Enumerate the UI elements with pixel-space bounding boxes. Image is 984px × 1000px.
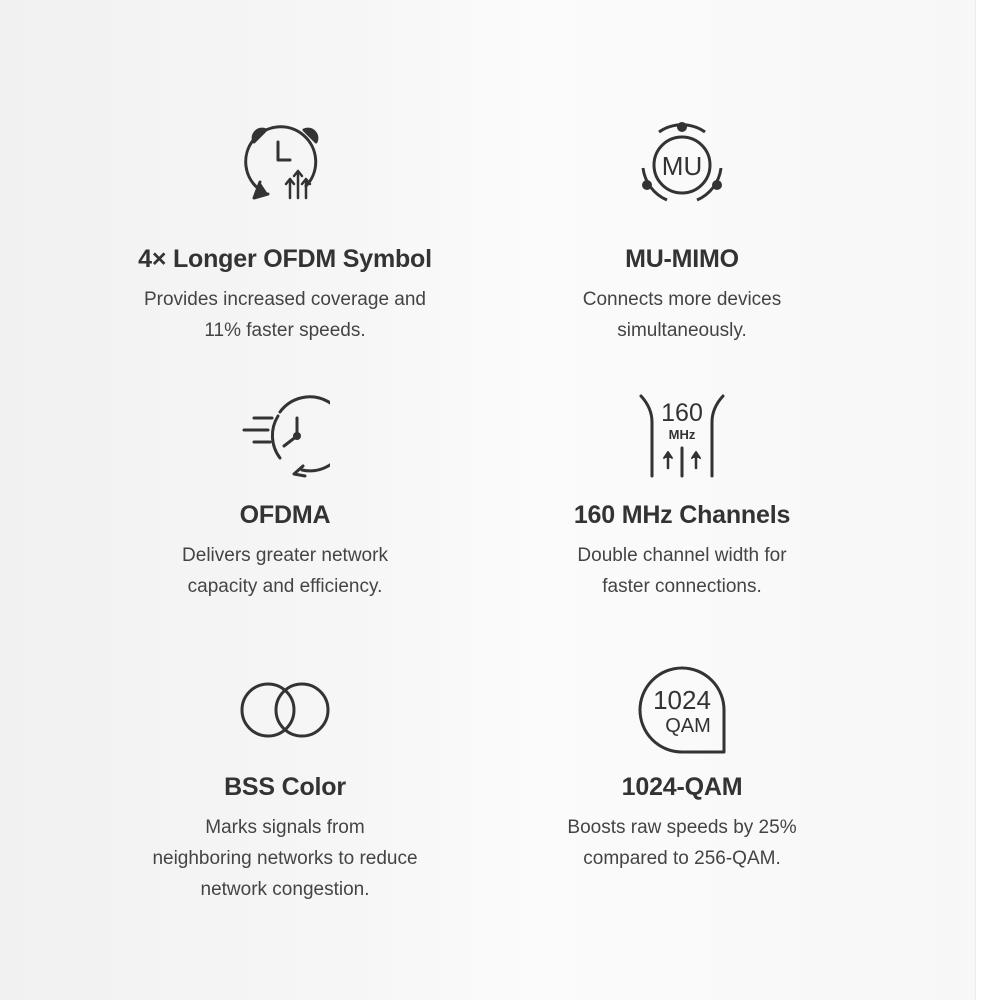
feature-description: Delivers greater network capacity and efficiency. [182, 545, 388, 597]
feature-title: 1024-QAM [621, 773, 743, 801]
mu-mimo-icon [637, 118, 727, 208]
feature-description: Provides increased coverage and 11% faster speeds. [143, 289, 426, 341]
feature-title: OFDMA [239, 501, 331, 529]
feature-mu-mimo [502, 118, 862, 346]
feature-bss-color [105, 664, 465, 905]
mu-icon-label: MU [661, 151, 703, 181]
feature-title: 160 MHz Channels [573, 501, 791, 529]
fast-clock-icon [240, 388, 330, 478]
qam-1024-icon [637, 664, 727, 754]
feature-160mhz [502, 388, 862, 602]
feature-description: Marks signals from neighboring networks to reduce network congestion. [152, 817, 418, 900]
feature-ofdma [105, 388, 465, 602]
alarm-clock-speed-icon [240, 118, 330, 208]
feature-description: Connects more devices simultaneously. [582, 289, 782, 341]
overlapping-circles-icon [240, 664, 330, 754]
channel-width-label: 160 [661, 399, 703, 427]
channel-160mhz-icon [637, 388, 727, 478]
feature-description: Double channel width for faster connections. [577, 545, 787, 597]
qam-number-label: 1024 [653, 685, 711, 715]
channel-unit-label: MHz [668, 427, 696, 442]
feature-title: MU-MIMO [625, 245, 739, 273]
feature-title: 4× Longer OFDM Symbol [138, 245, 432, 273]
feature-1024-qam [502, 664, 862, 874]
feature-ofdm-symbol [105, 118, 465, 346]
qam-unit-label: QAM [665, 715, 711, 737]
feature-description: Boosts raw speeds by 25% compared to 256-QAM. [567, 817, 797, 869]
feature-title: BSS Color [224, 773, 346, 801]
